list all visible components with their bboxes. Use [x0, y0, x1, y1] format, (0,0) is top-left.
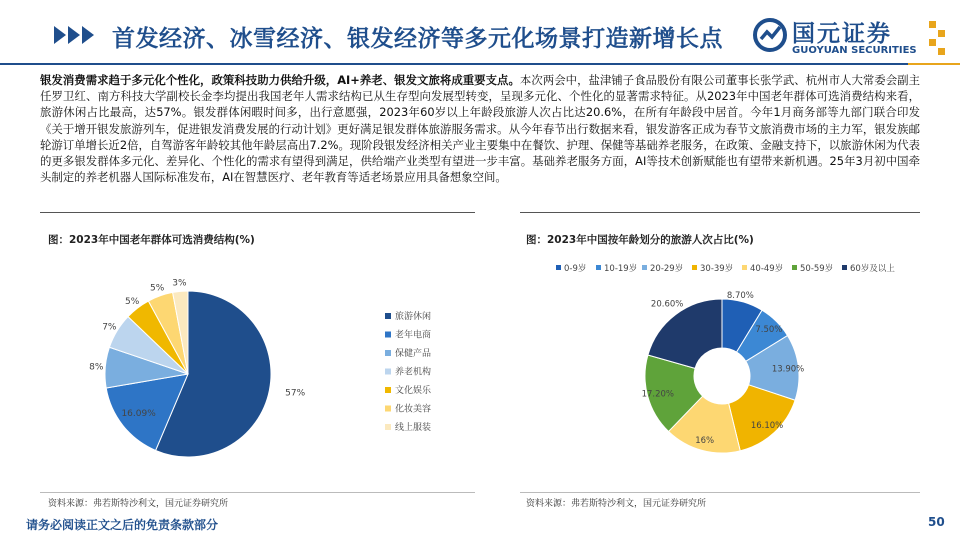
chart2-title: 图：2023年中国按年龄划分的旅游人次占比(%) — [526, 234, 754, 246]
pie-data-label: 5% — [124, 296, 140, 307]
legend-label: 30-39岁 — [700, 264, 734, 274]
legend-swatch — [842, 265, 847, 270]
legend-label: 0-9岁 — [564, 264, 587, 274]
summary-paragraph — [40, 72, 920, 185]
legend-swatch — [385, 406, 391, 412]
right-chart-divider — [520, 212, 920, 213]
logo-english-name: GUOYUAN SECURITIES — [792, 45, 917, 56]
page-title: 首发经济、冰雪经济、银发经济等多元化场景打造新增长点 — [112, 26, 723, 52]
pie-data-label: 7% — [102, 322, 117, 333]
disclaimer-note: 请务必阅读正文之后的免责条款部分 — [26, 518, 219, 532]
legend-swatch — [742, 265, 747, 270]
legend-label: 线上服装 — [395, 423, 432, 433]
summary-body: 本次两会中，盐津铺子食品股份有限公司董事长张学武、杭州市人大常委会副主任罗卫红、南方科技大学副校长金李均提出我国老年人需求结构已从生存型向发展型转变，呈现多元化、个性化的显著需求特征。从2023年中国老年群体可选消费结构来看，旅游休闲占比最高，达57%。银发群体闲暇时间多，出行意愿强，2023年60岁以上年龄段旅游人次占比达20.6%，在所有年龄段中居首。今年1月商务部等九部门联合印发《关于增开银发旅游列车，促进银发消费发展的行动计划》更好满足银发群体旅游服务需求。从今年春节出行数据来看，银发游客正成为春节文旅消费市场的主力军，银发族邮轮游订单增长近2倍，自驾游客年龄较其他年龄层高出7.2%。现阶段银发经济相关产业主要集中在餐饮、护理、保健等基础养老服务，在政策、金融支持下，以旅游休闲为代表的更多银发群体多元化、差异化、个性化的需求有望得到满足，供给端产业类型有望进一步丰富。基础养老服务方面，AI等技术创新赋能也有望带来新机遇。25年3月初中国牵头制定的养老机器人国际标准发布，AI在智慧医疗、老年教育等适老场景应用具备想象空间。 — [40, 73, 920, 185]
source-divider — [40, 492, 475, 493]
guoyuan-logo-icon — [752, 17, 788, 53]
corner-decoration — [938, 30, 945, 37]
donut-data-label: 13.90% — [771, 364, 805, 375]
pie-data-label: 5% — [150, 283, 165, 294]
legend-swatch — [385, 424, 391, 430]
page-header — [0, 0, 960, 72]
page-number: 50 — [928, 515, 945, 529]
donut-data-label: 16% — [695, 436, 715, 447]
summary-lead: 银发消费需求趋于多元化个性化，政策科技助力供给升级，AI+养老、银发文旅将成重要支点。 — [40, 73, 520, 87]
chevron-icon — [54, 26, 66, 44]
corner-decoration — [929, 21, 936, 28]
pie-data-label: 57% — [285, 388, 306, 399]
donut-data-label: 17.20% — [641, 389, 675, 400]
chart2-source: 资料来源：弗若斯特沙利文，国元证券研究所 — [526, 499, 707, 509]
legend-label: 老年电商 — [395, 330, 432, 341]
donut-data-label: 8.70% — [726, 291, 754, 302]
chevron-icon — [82, 26, 94, 44]
pie-data-label: 8% — [89, 362, 104, 373]
corner-decoration — [929, 39, 936, 46]
logo-chinese-name: 国元证券 — [792, 21, 892, 47]
legend-label: 60岁及以上 — [850, 264, 895, 274]
legend-swatch — [556, 265, 561, 270]
legend-swatch — [385, 313, 391, 319]
legend-label: 10-19岁 — [604, 264, 638, 274]
legend-label: 养老机构 — [395, 367, 432, 378]
donut-data-label: 7.50% — [755, 324, 783, 335]
left-chart-divider — [40, 212, 475, 213]
consumption-structure-pie-chart — [40, 250, 470, 490]
chevron-icon — [68, 26, 80, 44]
chart1-source: 资料来源：弗若斯特沙利文，国元证券研究所 — [48, 499, 229, 509]
donut-data-label: 20.60% — [650, 299, 684, 310]
header-divider-accent — [908, 63, 960, 65]
legend-swatch — [642, 265, 647, 270]
legend-swatch — [385, 387, 391, 393]
legend-label: 文化娱乐 — [395, 386, 432, 396]
legend-label: 化妆美容 — [395, 404, 432, 415]
donut-data-label: 16.10% — [750, 420, 784, 431]
pie-data-label: 16.09% — [121, 409, 156, 420]
legend-label: 50-59岁 — [800, 264, 834, 274]
legend-swatch — [596, 265, 601, 270]
legend-label: 40-49岁 — [750, 264, 784, 274]
header-divider — [0, 63, 908, 65]
legend-swatch — [385, 350, 391, 356]
source-divider — [520, 492, 920, 493]
legend-swatch — [385, 369, 391, 375]
pie-data-label: 3% — [172, 278, 187, 289]
legend-swatch — [692, 265, 697, 270]
legend-label: 保健产品 — [395, 349, 432, 359]
legend-swatch — [792, 265, 797, 270]
legend-swatch — [385, 332, 391, 338]
chart1-title: 图：2023年中国老年群体可选消费结构(%) — [48, 234, 255, 246]
legend-label: 旅游休闲 — [395, 312, 432, 322]
corner-decoration — [938, 48, 945, 55]
tourism-age-donut-chart — [520, 250, 920, 490]
legend-label: 20-29岁 — [650, 264, 684, 274]
